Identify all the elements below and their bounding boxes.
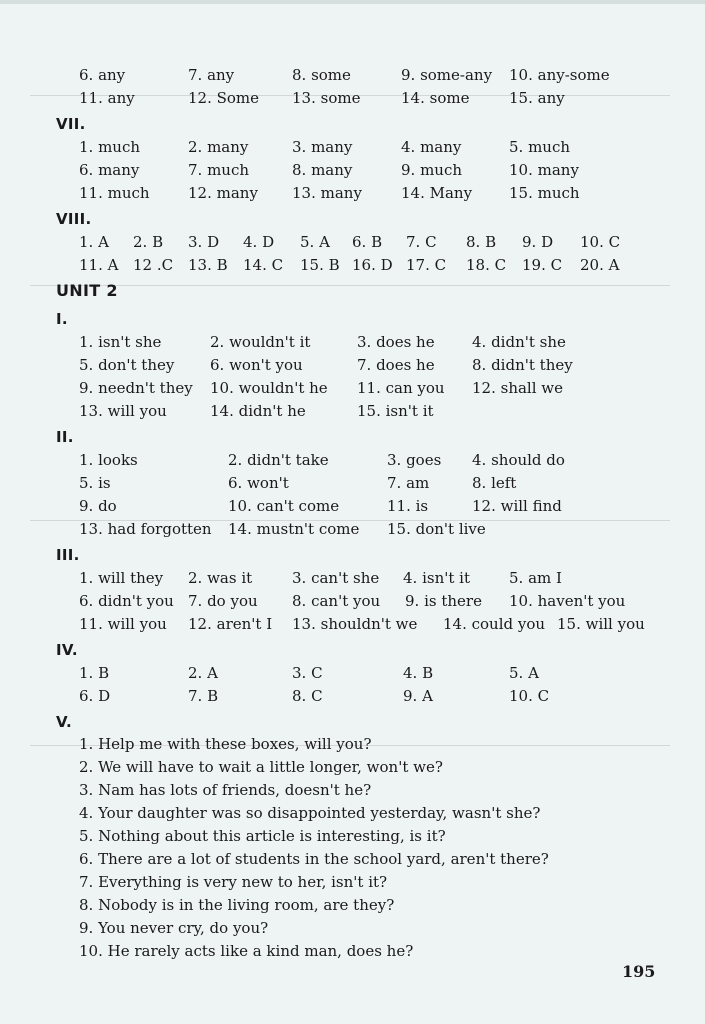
answer-item: 13. had forgotten bbox=[79, 520, 212, 538]
answer-item: 20. A bbox=[580, 256, 620, 274]
answer-item: 7. B bbox=[188, 687, 219, 705]
answer-item: 9. much bbox=[401, 161, 463, 179]
answer-row bbox=[0, 451, 705, 473]
answer-item: 12. will find bbox=[472, 497, 562, 515]
answer-item: 13. will you bbox=[79, 402, 167, 420]
answer-item: 2. was it bbox=[188, 569, 253, 587]
answer-row bbox=[0, 138, 705, 160]
answer-item: 3. many bbox=[292, 138, 353, 156]
tag-question-sentence: 10. He rarely acts like a kind man, does he? bbox=[79, 942, 414, 960]
answer-item: 7. C bbox=[406, 233, 437, 251]
answer-row bbox=[0, 474, 705, 496]
tag-question-sentence: 5. Nothing about this article is interesting, is it? bbox=[79, 827, 446, 845]
answer-item: 7. any bbox=[188, 66, 235, 84]
answer-item: 7. does he bbox=[357, 356, 435, 374]
answer-item: 4. many bbox=[401, 138, 462, 156]
answer-item: 7. do you bbox=[188, 592, 258, 610]
answer-item: 10. any-some bbox=[509, 66, 610, 84]
answer-item: 5. don't they bbox=[79, 356, 175, 374]
answer-item: 1. looks bbox=[79, 451, 138, 469]
answer-item: 12. Some bbox=[188, 89, 260, 107]
answer-item: 14. Many bbox=[401, 184, 473, 202]
answer-item: 3. does he bbox=[357, 333, 435, 351]
answer-item: 2. many bbox=[188, 138, 249, 156]
answer-item: 15. much bbox=[509, 184, 580, 202]
answer-item: 15. don't live bbox=[387, 520, 486, 538]
answer-item: 11. any bbox=[79, 89, 135, 107]
answer-item: 10. C bbox=[580, 233, 621, 251]
answer-item: 11. is bbox=[387, 497, 429, 515]
answer-row bbox=[0, 161, 705, 183]
answer-item: 1. much bbox=[79, 138, 141, 156]
answer-item: 2. B bbox=[133, 233, 164, 251]
answer-item: 8. can't you bbox=[292, 592, 381, 610]
answer-item: 9. needn't they bbox=[79, 379, 193, 397]
page-number: 195 bbox=[622, 962, 656, 981]
answer-item: 14. didn't he bbox=[210, 402, 306, 420]
section-heading: I. bbox=[56, 310, 68, 328]
answer-row bbox=[0, 569, 705, 591]
tag-question-sentence: 8. Nobody is in the living room, are they? bbox=[79, 896, 395, 914]
answer-item: 14. C bbox=[243, 256, 284, 274]
answer-item: 12. many bbox=[188, 184, 258, 202]
answer-item: 15. any bbox=[509, 89, 565, 107]
answer-item: 5. A bbox=[300, 233, 330, 251]
answer-item: 3. can't she bbox=[292, 569, 380, 587]
tag-question-sentence: 4. Your daughter was so disappointed yesterday, wasn't she? bbox=[79, 804, 541, 822]
answer-item: 6. won't bbox=[228, 474, 289, 492]
answer-row bbox=[0, 592, 705, 614]
unit-title: UNIT 2 bbox=[56, 281, 118, 300]
answer-item: 12. aren't I bbox=[188, 615, 273, 633]
answer-row bbox=[0, 66, 705, 88]
answer-item: 9. some-any bbox=[401, 66, 493, 84]
answer-item: 3. goes bbox=[387, 451, 442, 469]
answer-row bbox=[0, 233, 705, 255]
answer-row bbox=[0, 184, 705, 206]
answer-item: 4. B bbox=[403, 664, 434, 682]
answer-item: 12 .C bbox=[133, 256, 174, 274]
answer-item: 10. haven't you bbox=[509, 592, 626, 610]
answer-row bbox=[0, 333, 705, 355]
answer-item: 2. didn't take bbox=[228, 451, 329, 469]
answer-item: 14. mustn't come bbox=[228, 520, 360, 538]
answer-item: 10. many bbox=[509, 161, 579, 179]
answer-item: 5. is bbox=[79, 474, 111, 492]
answer-item: 10. wouldn't he bbox=[210, 379, 328, 397]
answer-row bbox=[0, 256, 705, 278]
answer-row bbox=[0, 356, 705, 378]
answer-item: 5. am I bbox=[509, 569, 562, 587]
tag-question-sentence: 9. You never cry, do you? bbox=[79, 919, 269, 937]
section-heading: IV. bbox=[56, 641, 78, 659]
answer-row bbox=[0, 664, 705, 686]
answer-item: 16. D bbox=[352, 256, 393, 274]
answer-item: 5. much bbox=[509, 138, 571, 156]
answer-item: 6. any bbox=[79, 66, 126, 84]
section-heading: VII. bbox=[56, 115, 86, 133]
answer-item: 19. C bbox=[522, 256, 563, 274]
answer-item: 11. much bbox=[79, 184, 150, 202]
section-heading: VIII. bbox=[56, 210, 92, 228]
answer-row bbox=[0, 89, 705, 111]
answer-item: 6. didn't you bbox=[79, 592, 174, 610]
answer-item: 10. can't come bbox=[228, 497, 340, 515]
answer-item: 8. B bbox=[466, 233, 497, 251]
tag-question-sentence: 6. There are a lot of students in the school yard, aren't there? bbox=[79, 850, 549, 868]
tag-question-sentence: 2. We will have to wait a little longer, won't we? bbox=[79, 758, 443, 776]
answer-item: 14. could you bbox=[443, 615, 546, 633]
answer-row bbox=[0, 520, 705, 542]
answer-item: 18. C bbox=[466, 256, 507, 274]
answer-item: 3. D bbox=[188, 233, 220, 251]
answer-row bbox=[0, 402, 705, 424]
answer-item: 3. C bbox=[292, 664, 323, 682]
answer-item: 15. isn't it bbox=[357, 402, 434, 420]
answer-row bbox=[0, 497, 705, 519]
answer-item: 5. A bbox=[509, 664, 539, 682]
tag-question-sentence: 3. Nam has lots of friends, doesn't he? bbox=[79, 781, 372, 799]
answer-item: 2. A bbox=[188, 664, 218, 682]
section-heading: V. bbox=[56, 713, 72, 731]
answer-item: 6. many bbox=[79, 161, 140, 179]
answer-item: 6. B bbox=[352, 233, 383, 251]
answer-item: 4. should do bbox=[472, 451, 565, 469]
section-heading: III. bbox=[56, 546, 80, 564]
answer-item: 4. D bbox=[243, 233, 275, 251]
answer-item: 11. can you bbox=[357, 379, 445, 397]
answer-item: 9. is there bbox=[405, 592, 482, 610]
answer-item: 7. much bbox=[188, 161, 250, 179]
answer-item: 4. isn't it bbox=[403, 569, 470, 587]
answer-item: 4. didn't she bbox=[472, 333, 566, 351]
answer-item: 13. B bbox=[188, 256, 228, 274]
answer-item: 11. will you bbox=[79, 615, 167, 633]
answer-item: 13. many bbox=[292, 184, 362, 202]
answer-item: 6. won't you bbox=[210, 356, 303, 374]
answer-item: 2. wouldn't it bbox=[210, 333, 311, 351]
answer-row bbox=[0, 379, 705, 401]
answer-item: 7. am bbox=[387, 474, 430, 492]
answer-item: 8. didn't they bbox=[472, 356, 573, 374]
answer-item: 1. will they bbox=[79, 569, 164, 587]
answer-item: 8. many bbox=[292, 161, 353, 179]
tag-question-sentence: 1. Help me with these boxes, will you? bbox=[79, 735, 372, 753]
answer-item: 8. some bbox=[292, 66, 351, 84]
answer-item: 1. A bbox=[79, 233, 109, 251]
answer-item: 15. B bbox=[300, 256, 340, 274]
answer-item: 15. will you bbox=[557, 615, 645, 633]
answer-item: 8. C bbox=[292, 687, 323, 705]
page-top-edge bbox=[0, 0, 705, 4]
answer-item: 10. C bbox=[509, 687, 550, 705]
answer-item: 1. isn't she bbox=[79, 333, 162, 351]
answer-item: 9. do bbox=[79, 497, 117, 515]
answer-item: 14. some bbox=[401, 89, 470, 107]
section-heading: II. bbox=[56, 428, 74, 446]
answer-item: 11. A bbox=[79, 256, 119, 274]
answer-item: 8. left bbox=[472, 474, 517, 492]
answer-item: 12. shall we bbox=[472, 379, 564, 397]
answer-item: 6. D bbox=[79, 687, 111, 705]
answer-item: 1. B bbox=[79, 664, 110, 682]
answer-item: 13. shouldn't we bbox=[292, 615, 418, 633]
answer-item: 13. some bbox=[292, 89, 361, 107]
answer-item: 9. A bbox=[403, 687, 433, 705]
answer-row bbox=[0, 687, 705, 709]
answer-item: 17. C bbox=[406, 256, 447, 274]
tag-question-sentence: 7. Everything is very new to her, isn't it? bbox=[79, 873, 388, 891]
answer-item: 9. D bbox=[522, 233, 554, 251]
answer-row bbox=[0, 615, 705, 637]
